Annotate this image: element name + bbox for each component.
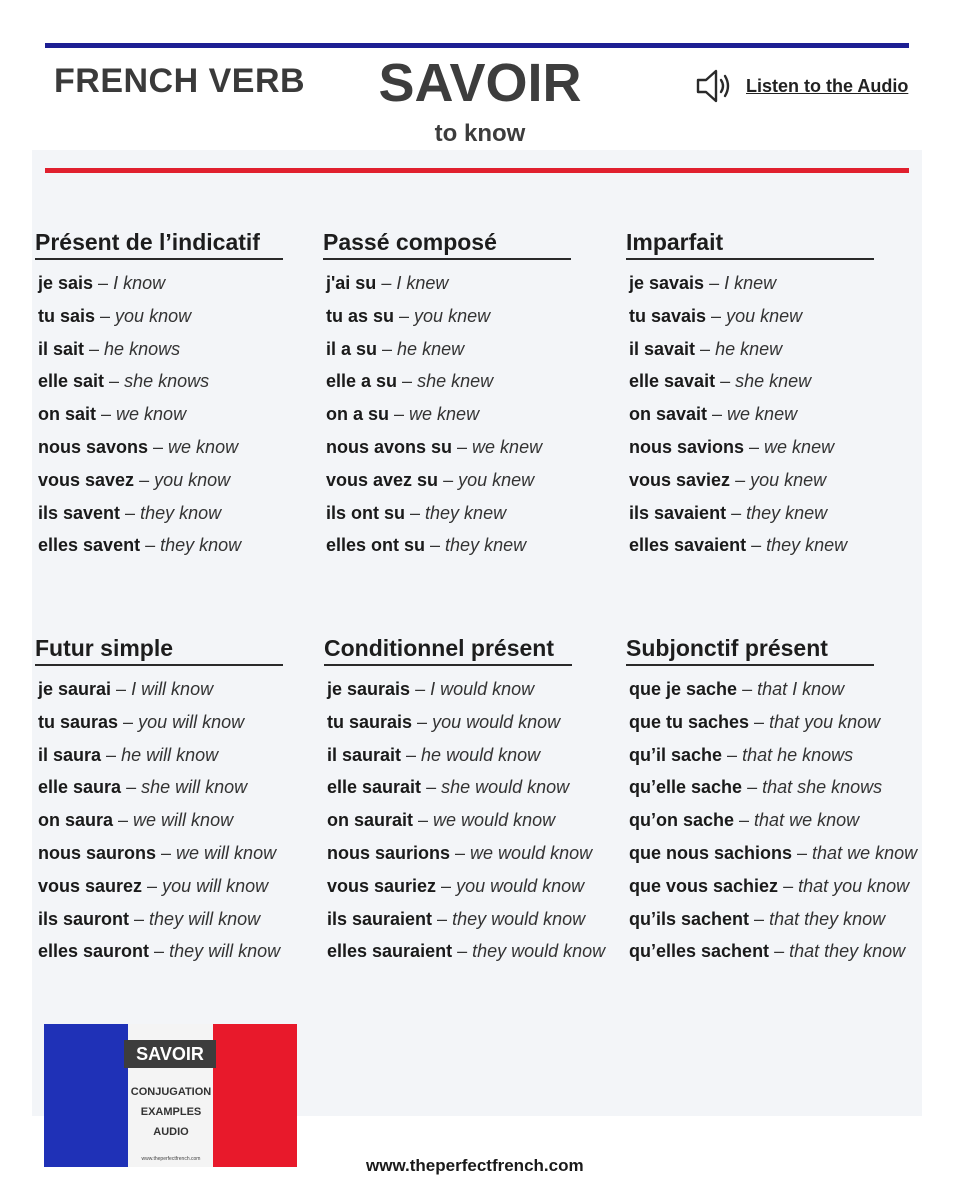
conjugation-row — [324, 940, 614, 973]
english-translation: you would know — [456, 875, 585, 896]
french-form: j'ai su — [326, 273, 377, 293]
french-form: elle a su — [326, 371, 398, 392]
separator-dash: – — [101, 404, 112, 425]
header-label: FRENCH VERB — [54, 62, 306, 100]
separator-dash: – — [134, 908, 145, 929]
conjugation-row — [626, 940, 916, 973]
english-translation: you would know — [432, 711, 561, 732]
french-form: je saurais — [327, 679, 411, 699]
bottom-red-rule — [45, 168, 909, 173]
conjugation-row — [626, 534, 916, 567]
conjugation-row — [626, 370, 916, 403]
tense-title: Futur simple — [35, 635, 283, 666]
conjugation-row — [324, 776, 614, 809]
french-form: tu saurais — [327, 711, 413, 732]
banner-item: CONJUGATION — [130, 1086, 212, 1098]
flag-blue-stripe — [44, 1024, 128, 1167]
french-form: elle savait — [629, 371, 716, 392]
conjugation-row — [35, 403, 325, 436]
english-translation: that I know — [757, 679, 845, 699]
conjugation-row — [35, 744, 325, 777]
tense-block-subjonctif — [626, 635, 916, 973]
separator-dash: – — [106, 744, 117, 765]
conjugation-row — [324, 809, 614, 842]
french-form: elle saurait — [327, 777, 422, 798]
english-translation: she knew — [735, 371, 812, 392]
french-form: vous saurez — [38, 875, 143, 896]
conjugation-row — [35, 436, 325, 469]
english-translation: I knew — [396, 273, 449, 293]
tense-block-imparfait — [626, 229, 916, 567]
separator-dash: – — [406, 744, 417, 765]
english-translation: she knew — [417, 371, 494, 392]
conjugation-row — [35, 272, 325, 305]
french-form: je saurai — [38, 679, 112, 699]
separator-dash: – — [381, 273, 392, 293]
separator-dash: – — [720, 371, 731, 392]
french-form: il sait — [38, 338, 85, 359]
french-form: elle sait — [38, 371, 105, 392]
english-translation: you knew — [726, 305, 803, 326]
french-form: que nous sachions — [629, 842, 793, 863]
english-translation: they will know — [169, 941, 281, 962]
french-form: on savait — [629, 404, 708, 425]
french-form: il savait — [629, 338, 696, 359]
french-form: ils savaient — [629, 502, 727, 523]
english-translation: I know — [113, 273, 166, 293]
english-translation: they knew — [746, 502, 828, 523]
english-translation: we will know — [133, 810, 234, 831]
english-translation: you will know — [138, 711, 245, 732]
english-translation: I knew — [724, 273, 777, 293]
listen-audio-label[interactable]: Listen to the Audio — [746, 75, 909, 96]
french-form: que je sache — [629, 679, 738, 699]
english-translation: we know — [116, 404, 187, 425]
separator-dash: – — [457, 941, 468, 962]
english-translation: they would know — [452, 908, 586, 929]
conjugation-row — [323, 436, 613, 469]
french-form: je savais — [629, 273, 705, 293]
english-translation: they knew — [766, 535, 848, 556]
french-form: nous saurons — [38, 842, 157, 863]
english-translation: he will know — [121, 744, 219, 765]
conjugation-row — [324, 678, 614, 711]
separator-dash: – — [735, 469, 746, 490]
separator-dash: – — [742, 679, 753, 699]
conjugation-row — [324, 842, 614, 875]
separator-dash: – — [154, 941, 165, 962]
french-form: tu as su — [326, 305, 395, 326]
french-form: ils sauraient — [327, 908, 433, 929]
tense-block-passe-compose — [323, 229, 613, 567]
separator-dash: – — [382, 338, 393, 359]
french-form: il saurait — [327, 744, 402, 765]
english-translation: we would know — [470, 842, 593, 863]
french-form: qu’elle sache — [629, 777, 743, 798]
separator-dash: – — [711, 305, 722, 326]
english-translation: you will know — [162, 875, 269, 896]
french-form: je sais — [38, 273, 94, 293]
conjugation-row — [626, 842, 916, 875]
separator-dash: – — [410, 502, 421, 523]
conjugation-row — [35, 711, 325, 744]
french-form: nous saurions — [327, 842, 451, 863]
separator-dash: – — [399, 305, 410, 326]
separator-dash: – — [145, 535, 156, 556]
french-form: elle saura — [38, 777, 122, 798]
french-form: il a su — [326, 338, 378, 359]
separator-dash: – — [443, 469, 454, 490]
english-translation: she will know — [141, 777, 248, 798]
conjugation-row — [626, 678, 916, 711]
flag-banner — [44, 1024, 297, 1167]
english-translation: we will know — [176, 842, 277, 863]
conjugation-row — [626, 469, 916, 502]
conjugation-row — [323, 305, 613, 338]
flag-red-stripe — [213, 1024, 297, 1167]
listen-audio-link[interactable] — [694, 66, 908, 106]
tense-title: Conditionnel présent — [324, 635, 572, 666]
french-form: ils ont su — [326, 502, 406, 523]
separator-dash: – — [100, 305, 111, 326]
verb-meaning: to know — [434, 120, 526, 147]
separator-dash: – — [751, 535, 762, 556]
english-translation: I will know — [131, 679, 214, 699]
conjugation-row — [323, 469, 613, 502]
tense-title: Subjonctif présent — [626, 635, 874, 666]
conjugation-row — [323, 534, 613, 567]
english-translation: we knew — [472, 436, 543, 457]
banner-item: EXAMPLES — [140, 1106, 202, 1118]
separator-dash: – — [426, 777, 437, 798]
french-form: qu’elles sachent — [629, 941, 770, 962]
french-form: nous savions — [629, 436, 745, 457]
separator-dash: – — [747, 777, 758, 798]
tense-block-futur-simple — [35, 635, 325, 973]
separator-dash: – — [147, 875, 158, 896]
separator-dash: – — [123, 711, 134, 732]
conjugation-row — [35, 469, 325, 502]
verb-title: SAVOIR — [378, 53, 582, 113]
banner-url: www.theperfectfrench.com — [141, 1156, 201, 1162]
conjugation-row — [324, 875, 614, 908]
separator-dash: – — [402, 371, 413, 392]
conjugation-row — [324, 744, 614, 777]
english-translation: that we know — [812, 842, 918, 863]
english-translation: we would know — [433, 810, 556, 831]
top-blue-rule — [45, 43, 909, 48]
english-translation: he knew — [397, 338, 465, 359]
conjugation-row — [626, 809, 916, 842]
conjugation-row — [626, 338, 916, 371]
separator-dash: – — [437, 908, 448, 929]
conjugation-row — [323, 502, 613, 535]
english-translation: he would know — [421, 744, 541, 765]
conjugation-row — [35, 875, 325, 908]
separator-dash: – — [89, 338, 100, 359]
english-translation: you knew — [458, 469, 535, 490]
french-form: vous saviez — [629, 469, 731, 490]
separator-dash: – — [118, 810, 129, 831]
french-form: elles savaient — [629, 535, 747, 556]
conjugation-row — [35, 534, 325, 567]
separator-dash: – — [126, 777, 137, 798]
english-translation: you know — [115, 305, 192, 326]
separator-dash: – — [709, 273, 720, 293]
conjugation-row — [626, 908, 916, 941]
english-translation: we knew — [727, 404, 798, 425]
separator-dash: – — [125, 502, 136, 523]
tense-title: Présent de l’indicatif — [35, 229, 283, 260]
english-translation: that you know — [769, 711, 881, 732]
separator-dash: – — [441, 875, 452, 896]
conjugation-row — [324, 711, 614, 744]
french-form: que vous sachiez — [629, 875, 779, 896]
separator-dash: – — [749, 436, 760, 457]
separator-dash: – — [754, 711, 765, 732]
separator-dash: – — [430, 535, 441, 556]
french-form: on saura — [38, 810, 114, 831]
french-form: elles savent — [38, 535, 141, 556]
french-form: vous avez su — [326, 469, 439, 490]
tense-block-present — [35, 229, 325, 567]
french-form: nous avons su — [326, 436, 453, 457]
banner-title: SAVOIR — [124, 1040, 216, 1068]
conjugation-row — [626, 502, 916, 535]
english-translation: you knew — [750, 469, 827, 490]
separator-dash: – — [153, 436, 164, 457]
english-translation: I would know — [430, 679, 535, 699]
french-form: ils sauront — [38, 908, 130, 929]
conjugation-row — [35, 776, 325, 809]
separator-dash: – — [797, 842, 808, 863]
english-translation: they would know — [472, 941, 606, 962]
conjugation-row — [35, 502, 325, 535]
separator-dash: – — [415, 679, 426, 699]
banner-item: AUDIO — [153, 1126, 189, 1138]
french-form: qu’il sache — [629, 744, 723, 765]
conjugation-row — [323, 338, 613, 371]
english-translation: he knows — [104, 338, 181, 359]
french-form: qu’ils sachent — [629, 908, 750, 929]
conjugation-row — [35, 842, 325, 875]
separator-dash: – — [394, 404, 405, 425]
english-translation: you knew — [414, 305, 491, 326]
english-translation: they know — [140, 502, 222, 523]
conjugation-row — [35, 305, 325, 338]
french-form: que tu saches — [629, 711, 750, 732]
english-translation: they knew — [445, 535, 527, 556]
english-translation: that she knows — [762, 777, 883, 798]
conjugation-row — [323, 403, 613, 436]
english-translation: that you know — [798, 875, 910, 896]
english-translation: that he knows — [742, 744, 854, 765]
french-form: il saura — [38, 744, 102, 765]
separator-dash: – — [700, 338, 711, 359]
separator-dash: – — [739, 810, 750, 831]
conjugation-row — [323, 272, 613, 305]
french-form: on sait — [38, 404, 97, 425]
separator-dash: – — [457, 436, 468, 457]
conjugation-row — [626, 711, 916, 744]
banner-list — [128, 1082, 214, 1142]
separator-dash: – — [731, 502, 742, 523]
french-form: on a su — [326, 404, 390, 425]
french-form: vous savez — [38, 469, 135, 490]
english-translation: they know — [160, 535, 242, 556]
english-translation: we knew — [764, 436, 835, 457]
conjugation-row — [35, 678, 325, 711]
separator-dash: – — [139, 469, 150, 490]
conjugation-row — [324, 908, 614, 941]
conjugation-row — [35, 940, 325, 973]
conjugation-row — [626, 744, 916, 777]
tense-block-conditionnel — [324, 635, 614, 973]
french-form: elles ont su — [326, 535, 426, 556]
english-translation: we know — [168, 436, 239, 457]
separator-dash: – — [712, 404, 723, 425]
separator-dash: – — [455, 842, 466, 863]
conjugation-row — [626, 875, 916, 908]
english-translation: we knew — [409, 404, 480, 425]
separator-dash: – — [109, 371, 120, 392]
english-translation: they knew — [425, 502, 507, 523]
speaker-icon[interactable] — [694, 66, 734, 106]
conjugation-row — [35, 809, 325, 842]
conjugation-row — [626, 403, 916, 436]
conjugation-row — [626, 272, 916, 305]
english-translation: she would know — [441, 777, 570, 798]
separator-dash: – — [783, 875, 794, 896]
english-translation: you know — [154, 469, 231, 490]
tense-title: Imparfait — [626, 229, 874, 260]
separator-dash: – — [418, 810, 429, 831]
footer-url[interactable]: www.theperfectfrench.com — [366, 1156, 584, 1175]
separator-dash: – — [98, 273, 109, 293]
french-form: nous savons — [38, 436, 149, 457]
conjugation-row — [35, 370, 325, 403]
english-translation: that we know — [754, 810, 860, 831]
english-translation: that they know — [769, 908, 886, 929]
conjugation-row — [626, 305, 916, 338]
french-form: tu savais — [629, 305, 707, 326]
tense-title: Passé composé — [323, 229, 571, 260]
conjugation-row — [626, 436, 916, 469]
separator-dash: – — [754, 908, 765, 929]
separator-dash: – — [774, 941, 785, 962]
english-translation: they will know — [149, 908, 261, 929]
french-form: elles sauraient — [327, 941, 453, 962]
conjugation-row — [323, 370, 613, 403]
french-form: ils savent — [38, 502, 121, 523]
french-form: tu sauras — [38, 711, 119, 732]
separator-dash: – — [116, 679, 127, 699]
french-form: tu sais — [38, 305, 96, 326]
english-translation: she knows — [124, 371, 210, 392]
conjugation-row — [35, 338, 325, 371]
separator-dash: – — [417, 711, 428, 732]
separator-dash: – — [161, 842, 172, 863]
english-translation: that they know — [789, 941, 906, 962]
french-form: on saurait — [327, 810, 414, 831]
separator-dash: – — [727, 744, 738, 765]
french-form: elles sauront — [38, 941, 150, 962]
conjugation-row — [35, 908, 325, 941]
conjugation-row — [626, 776, 916, 809]
french-form: qu’on sache — [629, 810, 735, 831]
french-form: vous sauriez — [327, 875, 437, 896]
english-translation: he knew — [715, 338, 783, 359]
